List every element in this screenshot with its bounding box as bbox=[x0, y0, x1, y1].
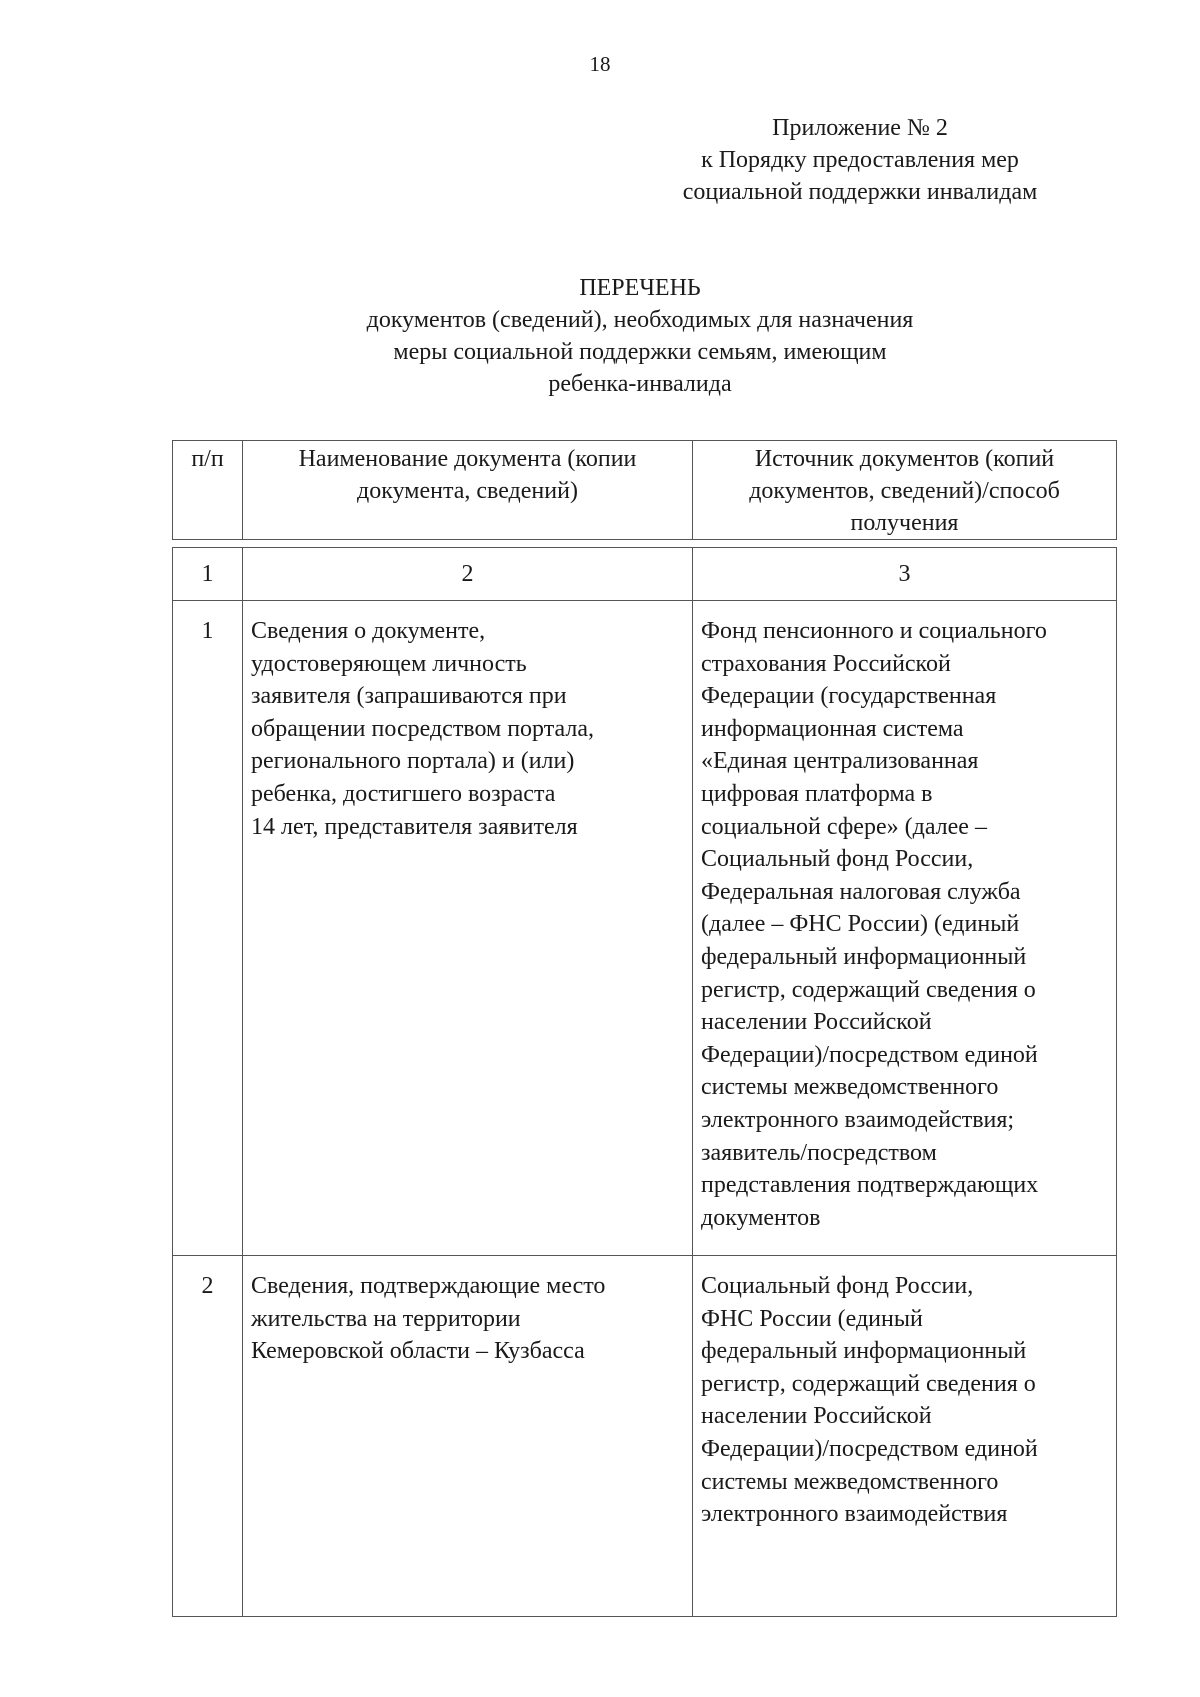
cell-line: населении Российской bbox=[701, 1403, 932, 1430]
cell-line: электронного взаимодействия; bbox=[701, 1106, 1015, 1133]
cell-line: населении Российской bbox=[701, 1009, 932, 1036]
cell-line: удостоверяющем личность bbox=[251, 650, 527, 677]
title-line: ребенка-инвалида bbox=[548, 371, 732, 397]
page-number: 18 bbox=[589, 52, 611, 76]
cell-line: Федерации (государственная bbox=[701, 683, 997, 710]
document-source-cell bbox=[693, 1256, 1117, 1617]
cell-line: Социальный фонд России, bbox=[701, 846, 974, 873]
cell-line: электронного взаимодействия bbox=[701, 1501, 1008, 1528]
row-number: 1 bbox=[173, 601, 243, 1256]
header-text: Источник документов (копий bbox=[754, 446, 1055, 472]
document-name-cell bbox=[243, 601, 693, 1256]
title-heading: ПЕРЕЧЕНЬ bbox=[579, 275, 701, 301]
annex-line: Приложение № 2 bbox=[772, 115, 948, 141]
cell-line: заявитель/посредством bbox=[701, 1139, 937, 1166]
header-text: Наименование документа (копии bbox=[298, 446, 637, 472]
header-text: п/п bbox=[191, 446, 224, 472]
header-text: документов, сведений)/способ bbox=[749, 478, 1060, 504]
header-row bbox=[173, 441, 1117, 540]
cell-line: жительства на территории bbox=[251, 1305, 521, 1332]
cell-line: 14 лет, представителя заявителя bbox=[251, 813, 578, 840]
header-text: получения bbox=[850, 510, 959, 536]
cell-line: Кемеровской области – Кузбасса bbox=[251, 1338, 585, 1365]
cell-line: ФНС России (единый bbox=[701, 1305, 923, 1332]
title-line: документов (сведений), необходимых для назначения bbox=[366, 307, 914, 333]
cell-line: ребенка, достигшего возраста bbox=[251, 780, 556, 807]
column-number: 2 bbox=[243, 548, 693, 601]
header-cell-number bbox=[173, 441, 243, 540]
row-number: 2 bbox=[173, 1256, 243, 1617]
header-cell-document-name bbox=[243, 441, 693, 540]
cell-line: заявителя (запрашиваются при bbox=[251, 683, 567, 710]
cell-line: регистр, содержащий сведения о bbox=[701, 1370, 1036, 1397]
title-line: меры социальной поддержки семьям, имеющим bbox=[393, 339, 887, 365]
cell-line: представления подтверждающих bbox=[701, 1172, 1039, 1199]
cell-line: федеральный информационный bbox=[701, 943, 1027, 970]
cell-line: «Единая централизованная bbox=[701, 748, 979, 775]
document-name-cell bbox=[243, 1256, 693, 1617]
annex-heading bbox=[620, 112, 1100, 208]
cell-line: цифровая платформа в bbox=[701, 780, 933, 807]
cell-line: Федерации)/посредством единой bbox=[701, 1435, 1038, 1462]
document-title bbox=[170, 272, 1110, 400]
cell-line: Сведения о документе, bbox=[251, 618, 486, 644]
cell-line: системы межведомственного bbox=[701, 1468, 999, 1495]
cell-line: регистр, содержащий сведения о bbox=[701, 976, 1036, 1003]
table-row bbox=[173, 1256, 1117, 1617]
table-header bbox=[172, 440, 1117, 540]
annex-line: социальной поддержки инвалидам bbox=[682, 179, 1038, 205]
cell-line: документов bbox=[701, 1204, 821, 1231]
column-number: 3 bbox=[693, 548, 1117, 601]
cell-line: Социальный фонд России, bbox=[701, 1273, 974, 1299]
cell-line: Сведения, подтверждающие место bbox=[251, 1273, 606, 1299]
cell-line: (далее – ФНС России) (единый bbox=[701, 911, 1020, 938]
documents-table bbox=[172, 547, 1117, 1617]
cell-line: страхования Российской bbox=[701, 650, 951, 677]
column-number-row bbox=[173, 548, 1117, 601]
cell-line: регионального портала) и (или) bbox=[251, 748, 575, 775]
cell-line: системы межведомственного bbox=[701, 1074, 999, 1101]
cell-line: обращении посредством портала, bbox=[251, 715, 595, 742]
table-row bbox=[173, 601, 1117, 1256]
cell-line: Федеральная налоговая служба bbox=[701, 878, 1021, 905]
header-text: документа, сведений) bbox=[357, 478, 578, 504]
cell-line: социальной сфере» (далее – bbox=[701, 813, 987, 840]
header-cell-source bbox=[693, 441, 1117, 540]
cell-line: Фонд пенсионного и социального bbox=[701, 618, 1047, 644]
cell-line: федеральный информационный bbox=[701, 1338, 1027, 1365]
column-number: 1 bbox=[173, 548, 243, 601]
document-source-cell bbox=[693, 601, 1117, 1256]
cell-line: Федерации)/посредством единой bbox=[701, 1041, 1038, 1068]
cell-line: информационная система bbox=[701, 715, 964, 742]
annex-line: к Порядку предоставления мер bbox=[701, 147, 1019, 173]
